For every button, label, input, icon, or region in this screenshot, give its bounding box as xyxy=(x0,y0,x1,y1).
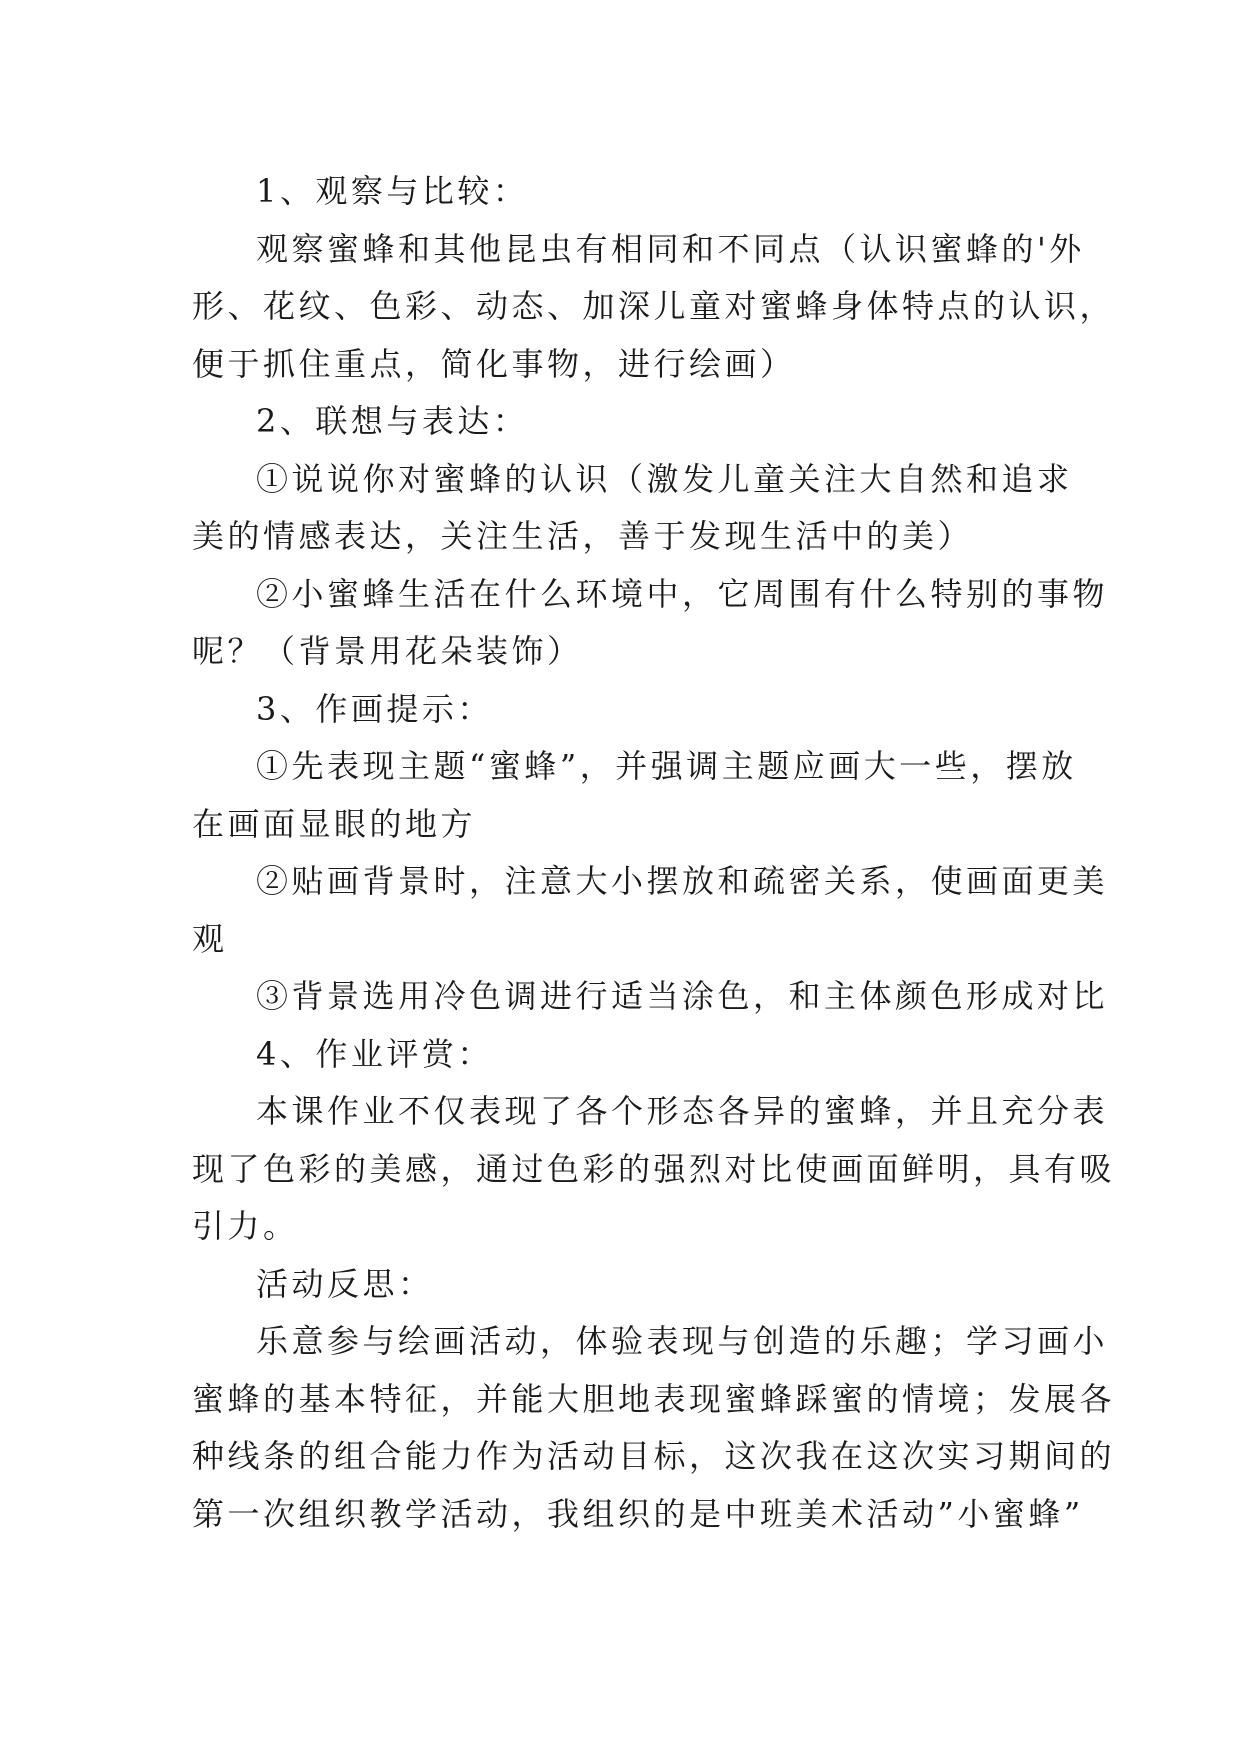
paragraph-line: 观 xyxy=(192,919,228,958)
paragraph-line: 形、花纹、色彩、动态、加深儿童对蜜蜂身体特点的认识， xyxy=(192,287,1116,325)
paragraph-line: ①先表现主题“蜜蜂”，并强调主题应画大一些，摆放 xyxy=(256,747,1077,785)
paragraph-line: ②小蜜蜂生活在什么环境中，它周围有什么特别的事物 xyxy=(256,574,1109,613)
paragraph-line: 本课作业不仅表现了各个形态各异的蜜蜂，并且充分表 xyxy=(256,1092,1109,1130)
paragraph-line: 现了色彩的美感，通过色彩的强烈对比使画面鲜明，具有吸 xyxy=(192,1149,1116,1188)
paragraph-line: 在画面显眼的地方 xyxy=(192,804,477,843)
section-heading-drawing-tips: 3、作画提示： xyxy=(256,689,493,728)
section-heading-reflection: 活动反思： xyxy=(256,1264,434,1303)
section-heading-work-appreciation: 4、作业评赏： xyxy=(256,1034,493,1073)
paragraph-line: 蜜蜂的基本特征，并能大胆地表现蜜蜂踩蜜的情境；发展各 xyxy=(192,1379,1116,1418)
paragraph-line: 观察蜜蜂和其他昆虫有相同和不同点（认识蜜蜂的'外 xyxy=(256,229,1085,268)
paragraph-line: 乐意参与绘画活动，体验表现与创造的乐趣；学习画小 xyxy=(256,1322,1109,1360)
paragraph-line: ②贴画背景时，注意大小摆放和疏密关系，使画面更美 xyxy=(256,862,1109,900)
section-heading-observe-compare: 1、观察与比较： xyxy=(256,172,529,210)
paragraph-line: 便于抓住重点，简化事物，进行绘画） xyxy=(192,344,796,383)
paragraph-line: 美的情感表达，关注生活，善于发现生活中的美） xyxy=(192,517,974,555)
paragraph-line: ③背景选用冷色调进行适当涂色，和主体颜色形成对比 xyxy=(256,977,1109,1015)
paragraph-line: 引力。 xyxy=(192,1207,299,1245)
paragraph-line: 呢？（背景用花朵装饰） xyxy=(192,632,583,670)
document-body xyxy=(192,163,1116,1543)
paragraph-line: ①说说你对蜜蜂的认识（激发儿童关注大自然和追求 xyxy=(256,459,1073,498)
section-heading-associate-express: 2、联想与表达： xyxy=(256,402,529,440)
paragraph-line: 种线条的组合能力作为活动目标，这次我在这次实习期间的 xyxy=(192,1437,1116,1475)
paragraph-line: 第一次组织教学活动，我组织的是中班美术活动”小蜜蜂” xyxy=(192,1494,1084,1533)
